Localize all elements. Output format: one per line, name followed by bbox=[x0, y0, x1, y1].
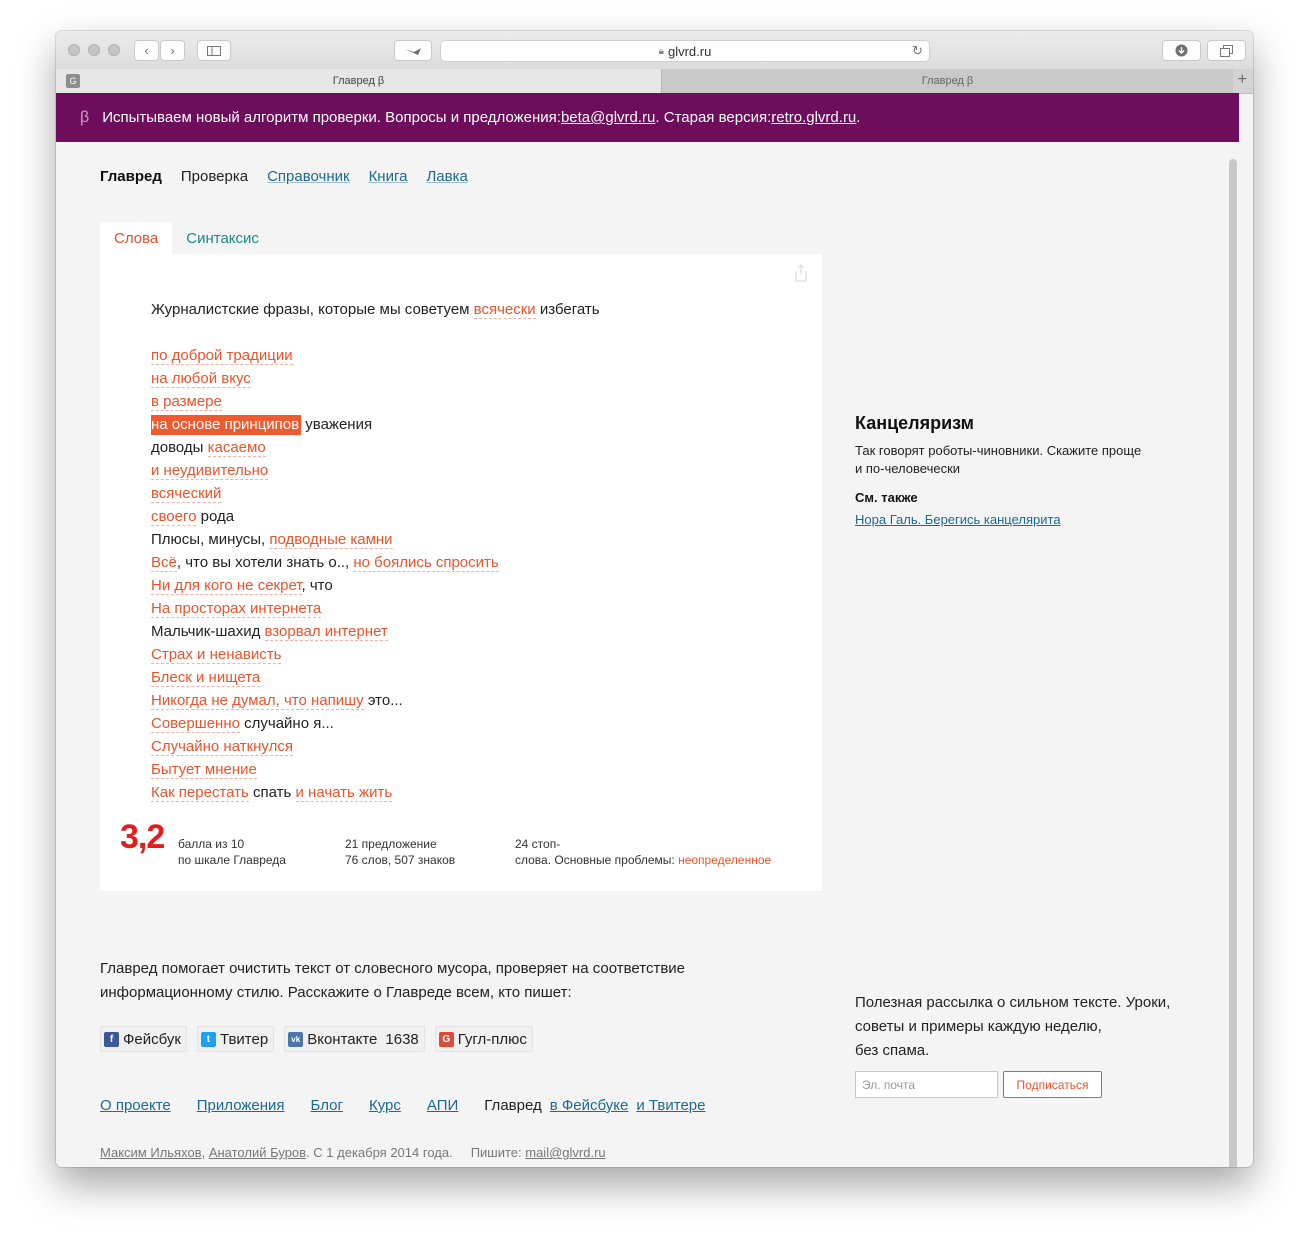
stopword-highlight[interactable]: Блеск и нищета bbox=[151, 669, 261, 686]
text-line bbox=[151, 643, 600, 666]
text-line bbox=[151, 528, 600, 551]
newsletter-line2: советы и примеры каждую неделю, bbox=[855, 1018, 1102, 1035]
stopword-highlight[interactable]: и неудивительно bbox=[151, 462, 269, 479]
nav-reference[interactable]: Справочник bbox=[267, 168, 350, 185]
problems-label: слова. Основные проблемы: bbox=[515, 853, 679, 867]
tab-title: Главред β bbox=[921, 75, 974, 87]
see-also-link[interactable]: Нора Галь. Берегись канцелярита bbox=[855, 512, 1061, 527]
text-line bbox=[151, 367, 600, 390]
stopword-highlight[interactable]: по доброй традиции bbox=[151, 347, 293, 364]
banner-text: Испытываем новый алгоритм проверки. Вопросы и предложения: bbox=[102, 109, 561, 126]
plain-text: Мальчик-шахид bbox=[151, 623, 265, 640]
nav-book[interactable]: Книга bbox=[368, 168, 408, 185]
share-extension-button[interactable] bbox=[394, 40, 432, 61]
footer-nav bbox=[100, 1097, 713, 1114]
rule-description-line2: и по-человечески bbox=[855, 461, 961, 476]
stopword-highlight[interactable]: Ни для кого не секрет bbox=[151, 577, 302, 594]
text-line bbox=[151, 344, 600, 367]
footer-blog[interactable]: Блог bbox=[310, 1097, 343, 1114]
stopword-stats bbox=[515, 836, 815, 868]
text-line bbox=[151, 298, 600, 321]
plain-text: случайно я... bbox=[239, 715, 334, 732]
share-icon[interactable] bbox=[794, 264, 808, 282]
beta-banner bbox=[56, 93, 1239, 142]
footer-facebook-link[interactable]: в Фейсбуке bbox=[549, 1097, 629, 1114]
beta-icon: β bbox=[80, 108, 90, 126]
pointer-icon bbox=[404, 46, 422, 56]
text-line bbox=[151, 597, 600, 620]
social-label: Твитер bbox=[219, 1030, 269, 1048]
text-line bbox=[151, 436, 600, 459]
about-line2: информационному стилю. Расскажите о Главреде всем, кто пишет: bbox=[100, 984, 572, 1001]
plain-text: это... bbox=[363, 692, 403, 709]
tabs-overview-button[interactable] bbox=[1207, 40, 1246, 61]
rule-sidebar bbox=[855, 413, 1175, 527]
nav-check[interactable]: Проверка bbox=[180, 168, 249, 185]
stopword-highlight[interactable]: Всё bbox=[151, 554, 177, 571]
stopword-highlight[interactable]: подводные камни bbox=[269, 531, 393, 548]
contact-email-link[interactable]: mail@glvrd.ru bbox=[525, 1145, 606, 1160]
rule-title: Канцеляризм bbox=[855, 413, 974, 433]
vk-icon: vk bbox=[288, 1032, 303, 1047]
share-google-plus-button[interactable] bbox=[435, 1026, 533, 1052]
author-separator: , bbox=[201, 1145, 209, 1160]
text-line bbox=[151, 482, 600, 505]
word-count: 76 слов, 507 знаков bbox=[345, 853, 456, 867]
write-label: Пишите: bbox=[470, 1145, 526, 1160]
plain-text: доводы bbox=[151, 439, 208, 456]
stopword-highlight[interactable]: взорвал интернет bbox=[264, 623, 388, 640]
subscribe-button[interactable]: Подписаться bbox=[1003, 1071, 1102, 1098]
footer-about[interactable]: О проекте bbox=[100, 1097, 171, 1114]
main-nav bbox=[100, 168, 487, 185]
plain-text: , что bbox=[301, 577, 333, 594]
banner-text-3: . bbox=[856, 109, 861, 126]
share-twitter-button[interactable] bbox=[197, 1026, 274, 1052]
plain-text: уважения bbox=[301, 416, 373, 433]
scrollbar[interactable] bbox=[1229, 159, 1237, 1167]
text-line bbox=[151, 712, 600, 735]
rule-description bbox=[855, 442, 1175, 478]
zoom-window-button[interactable] bbox=[108, 44, 120, 56]
stopword-highlight[interactable]: Бытует мнение bbox=[151, 761, 257, 778]
stopword-highlight[interactable]: Как перестать bbox=[151, 784, 249, 801]
share-count: 1638 bbox=[385, 1030, 419, 1048]
sentence-count: 21 предложение bbox=[345, 837, 437, 851]
banner-text-2: . Старая версия: bbox=[655, 109, 772, 126]
footer-glavred-label: Главред bbox=[484, 1097, 542, 1114]
social-label: Гугл-плюс bbox=[457, 1030, 527, 1048]
selected-stopword[interactable]: на основе принципов bbox=[151, 416, 300, 433]
chevron-right-icon: › bbox=[170, 43, 175, 58]
share-vk-button[interactable] bbox=[284, 1026, 425, 1052]
sidebar-toggle-button[interactable] bbox=[197, 40, 231, 61]
social-buttons bbox=[100, 1026, 543, 1052]
stopword-highlight[interactable]: На просторах интернета bbox=[151, 600, 322, 617]
lock-icon: 🔒︎ bbox=[658, 45, 664, 57]
page-content bbox=[56, 93, 1239, 1167]
stopword-highlight[interactable]: касаемо bbox=[207, 439, 266, 456]
about-line1: Главред помогает очистить текст от словесного мусора, проверяет на соответствие bbox=[100, 960, 686, 977]
tab-glavred-1[interactable] bbox=[56, 69, 661, 93]
text-line bbox=[151, 666, 600, 689]
footer-apps[interactable]: Приложения bbox=[196, 1097, 285, 1114]
score-caption bbox=[178, 836, 328, 868]
editor-card bbox=[100, 254, 822, 891]
about-text bbox=[100, 957, 740, 1005]
text-line bbox=[151, 505, 600, 528]
newsletter-line1: Полезная рассылка о сильном тексте. Уроки, bbox=[855, 994, 1171, 1011]
newsletter-text bbox=[855, 991, 1195, 1063]
plain-text: рода bbox=[196, 508, 235, 525]
author-burov-link[interactable]: Анатолий Буров bbox=[208, 1145, 307, 1160]
count-stats bbox=[345, 836, 495, 868]
editor-tabs bbox=[100, 222, 273, 254]
problem-tag[interactable]: неопределенное bbox=[678, 853, 772, 867]
tab-glavred-2[interactable] bbox=[661, 69, 1233, 93]
stopword-highlight[interactable]: своего bbox=[151, 508, 197, 525]
stopword-highlight[interactable]: всяческий bbox=[151, 485, 222, 502]
tab-syntax[interactable]: Синтаксис bbox=[186, 229, 259, 247]
banner-email-link[interactable]: beta@glvrd.ru bbox=[560, 109, 656, 126]
social-label: Вконтакте bbox=[307, 1030, 378, 1048]
nav-shop[interactable]: Лавка bbox=[426, 168, 468, 185]
footer-twitter-link[interactable]: и Твитере bbox=[636, 1097, 706, 1114]
stopword-highlight[interactable]: и начать жить bbox=[295, 784, 393, 801]
tab-bar bbox=[56, 69, 1253, 94]
tab-words[interactable]: Слова bbox=[100, 222, 172, 254]
text-line bbox=[151, 758, 600, 781]
stopword-highlight[interactable]: Никогда не думал, что напишу bbox=[151, 692, 364, 709]
plain-text: Журналистские фразы, которые мы советуем bbox=[151, 301, 474, 318]
sidebar-icon bbox=[207, 46, 221, 56]
text-line bbox=[151, 551, 600, 574]
plain-text: избегать bbox=[535, 301, 600, 318]
reload-icon[interactable]: ↻ bbox=[912, 43, 923, 58]
chevron-left-icon: ‹ bbox=[144, 43, 149, 58]
share-facebook-button[interactable] bbox=[100, 1026, 187, 1052]
editor-text[interactable] bbox=[151, 298, 600, 804]
newsletter-line3: без спама. bbox=[855, 1042, 930, 1059]
text-line bbox=[151, 620, 600, 643]
stopword-highlight[interactable]: в размере bbox=[151, 393, 222, 410]
plain-text: Плюсы, минусы, bbox=[151, 531, 270, 548]
stopword-count: 24 стоп- bbox=[515, 837, 561, 851]
score-caption-line2: по шкале Главреда bbox=[178, 853, 286, 867]
text-line bbox=[151, 321, 600, 344]
footer-api[interactable]: АПИ bbox=[426, 1097, 459, 1114]
favicon-icon: G bbox=[66, 74, 80, 88]
browser-window bbox=[56, 31, 1253, 1167]
stopword-highlight[interactable]: Страх и ненависть bbox=[151, 646, 282, 663]
copyright bbox=[100, 1145, 606, 1160]
text-line bbox=[151, 413, 600, 436]
author-ilyakhov-link[interactable]: Максим Ильяхов bbox=[100, 1145, 202, 1160]
stopword-highlight[interactable]: но боялись спросить bbox=[353, 554, 499, 571]
text-line bbox=[151, 390, 600, 413]
forward-button[interactable] bbox=[160, 40, 185, 61]
text-line bbox=[151, 689, 600, 712]
see-also-label: См. также bbox=[855, 490, 918, 505]
address-url: glvrd.ru bbox=[667, 43, 712, 59]
stopword-highlight[interactable]: на любой вкус bbox=[151, 370, 251, 387]
download-icon bbox=[1175, 44, 1188, 57]
twitter-icon: t bbox=[201, 1032, 216, 1047]
footer-course[interactable]: Курс bbox=[368, 1097, 401, 1114]
text-line bbox=[151, 459, 600, 482]
back-button[interactable] bbox=[134, 40, 159, 61]
new-tab-icon[interactable]: + bbox=[1237, 71, 1247, 88]
social-label: Фейсбук bbox=[123, 1030, 181, 1048]
score-caption-line1: балла из 10 bbox=[178, 837, 245, 851]
copyright-since: . С 1 декабря 2014 года. bbox=[306, 1145, 453, 1160]
minimize-window-button[interactable] bbox=[88, 44, 100, 56]
address-bar[interactable] bbox=[440, 40, 930, 62]
text-line bbox=[151, 781, 600, 804]
stopword-highlight[interactable]: Случайно наткнулся bbox=[151, 738, 293, 755]
facebook-icon: f bbox=[104, 1032, 119, 1047]
stopword-highlight[interactable]: всячески bbox=[473, 301, 536, 318]
google-plus-icon: G bbox=[439, 1032, 454, 1047]
banner-retro-link[interactable]: retro.glvrd.ru bbox=[771, 109, 857, 126]
text-line bbox=[151, 574, 600, 597]
plain-text: , что вы хотели знать о.., bbox=[176, 554, 354, 571]
nav-glavred[interactable]: Главред bbox=[100, 168, 162, 185]
score-value: 3,2 bbox=[120, 818, 165, 856]
rule-description-line1: Так говорят роботы-чиновники. Скажите проще bbox=[855, 443, 1142, 458]
tabs-icon bbox=[1220, 45, 1233, 57]
text-line bbox=[151, 735, 600, 758]
tab-title: Главред β bbox=[332, 75, 385, 87]
plain-text: спать bbox=[248, 784, 296, 801]
close-window-button[interactable] bbox=[68, 44, 80, 56]
titlebar bbox=[56, 31, 1253, 70]
email-input[interactable]: Эл. почта bbox=[855, 1071, 998, 1098]
downloads-button[interactable] bbox=[1162, 40, 1201, 61]
stopword-highlight[interactable]: Совершенно bbox=[151, 715, 240, 732]
